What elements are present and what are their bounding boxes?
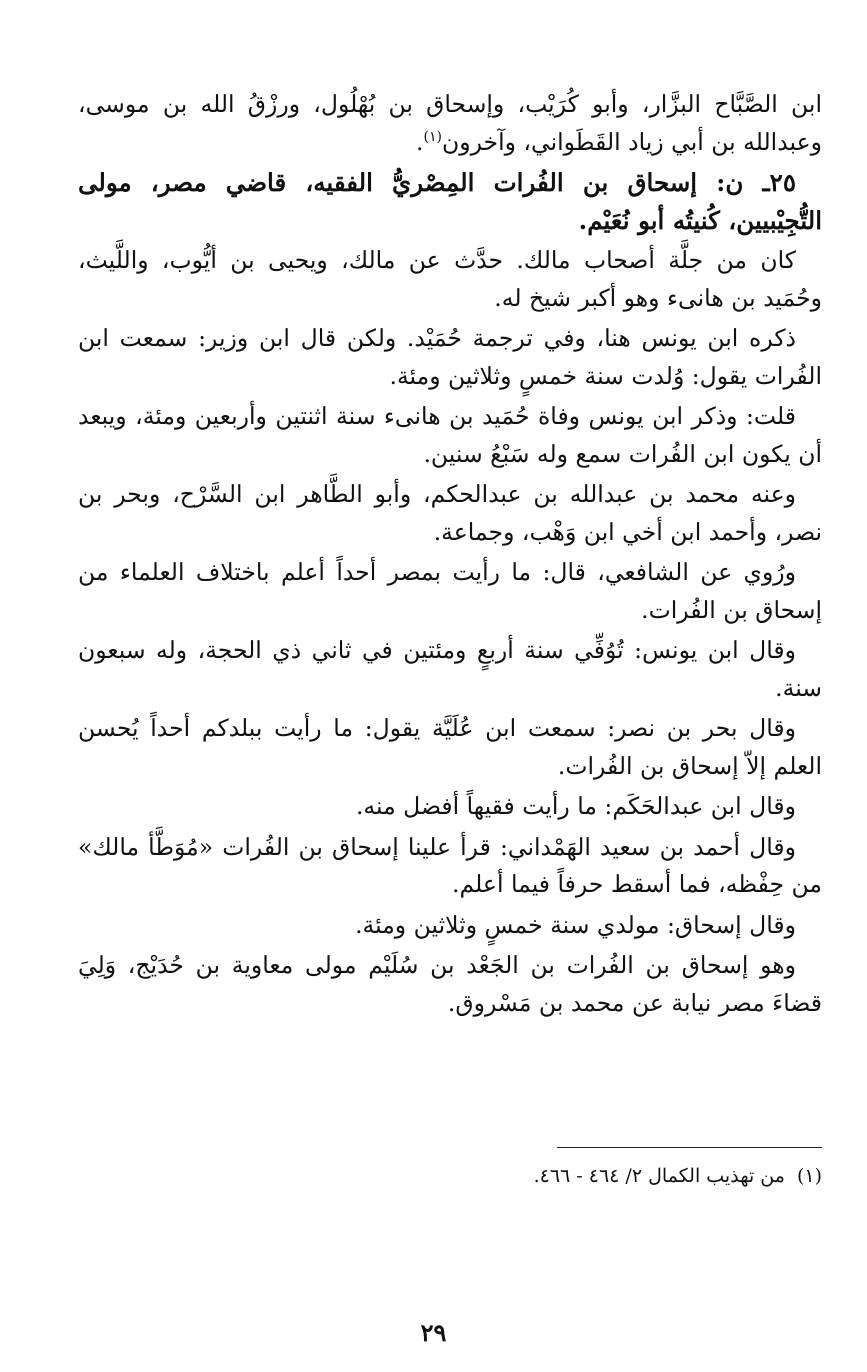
page-number: ٢٩ — [420, 1318, 447, 1347]
paragraph-5: وعنه محمد بن عبدالله بن عبدالحكم، وأبو الطَّاهر ابن السَّرْح، وبحر بن نصر، وأحمد ابن أخي ابن وَهْب، وجماعة. — [78, 480, 822, 546]
page-body — [78, 86, 822, 1025]
paragraph-1 — [78, 86, 822, 161]
footnote-number: (١) — [796, 1165, 822, 1187]
paragraph-1-text: ابن الصَّبَّاح البزَّار، وأبو كُرَيْب، وإسحاق بن بُهْلُول، ورزْقُ الله بن موسى، وعبدالله بن أبي زياد القَطَواني، وآخرون — [78, 90, 822, 156]
footnote-text: من تهذيب الكمال ٢/ ٤٦٤ - ٤٦٦. — [533, 1165, 785, 1187]
paragraph-7: وقال ابن يونس: تُوُفِّي سنة أربعٍ ومئتين في ثاني ذي الحجة، وله سبعون سنة. — [78, 636, 822, 702]
paragraph-2: كان من جلَّة أصحاب مالك. حدَّث عن مالك، ويحيى بن أيُّوب، واللَّيث، وحُمَيد بن هانىء وهو أكبر شيخ له. — [78, 246, 822, 312]
footnote-reference[interactable]: (١) — [423, 128, 442, 145]
paragraph-12: وهو إسحاق بن الفُرات بن الجَعْد بن سُلَيْم مولى معاوية بن حُدَيْج، وَلِيَ قضاءَ مصر نيابة عن محمد بن مَسْروق. — [78, 951, 822, 1017]
footnote — [78, 1162, 822, 1190]
entry-heading: ٢٥ـ ن: إسحاق بن الفُرات المِصْريُّ الفقيه، قاضي مصر، مولى التُّجِيْبيين، كُنيتُه أبو نُعَيْم. — [78, 168, 822, 235]
paragraph-10: وقال أحمد بن سعيد الهَمْداني: قرأ علينا إسحاق بن الفُرات «مُوَطَّأ مالك» من حِفْظه، فما أسقط حرفاً فيما أعلم. — [78, 832, 822, 898]
paragraph-11: وقال إسحاق: مولدي سنة خمسٍ وثلاثين ومئة. — [355, 910, 796, 939]
paragraph-6: ورُوي عن الشافعي، قال: ما رأيت بمصر أحداً أعلم باختلاف العلماء من إسحاق بن الفُرات. — [78, 558, 822, 624]
paragraph-4: قلت: وذكر ابن يونس وفاة حُمَيد بن هانىء سنة اثنتين وأربعين ومئة، ويبعد أن يكون ابن الفُرات سمع وله سَبْعُ سنين. — [78, 402, 822, 468]
paragraph-9: وقال ابن عبدالحَكَم: ما رأيت فقيهاً أفضل منه. — [355, 792, 796, 820]
footnote-divider — [557, 1147, 822, 1148]
paragraph-8: وقال بحر بن نصر: سمعت ابن عُلَيَّة يقول: ما رأيت ببلدكم أحداً يُحسن العلم إلاّ إسحاق بن الفُرات. — [78, 714, 822, 780]
paragraph-3: ذكره ابن يونس هنا، وفي ترجمة حُمَيْد. ولكن قال ابن وزير: سمعت ابن الفُرات يقول: وُلدت سنة خمسٍ وثلاثين ومئة. — [78, 324, 822, 390]
paragraph-1-end: . — [416, 127, 424, 156]
